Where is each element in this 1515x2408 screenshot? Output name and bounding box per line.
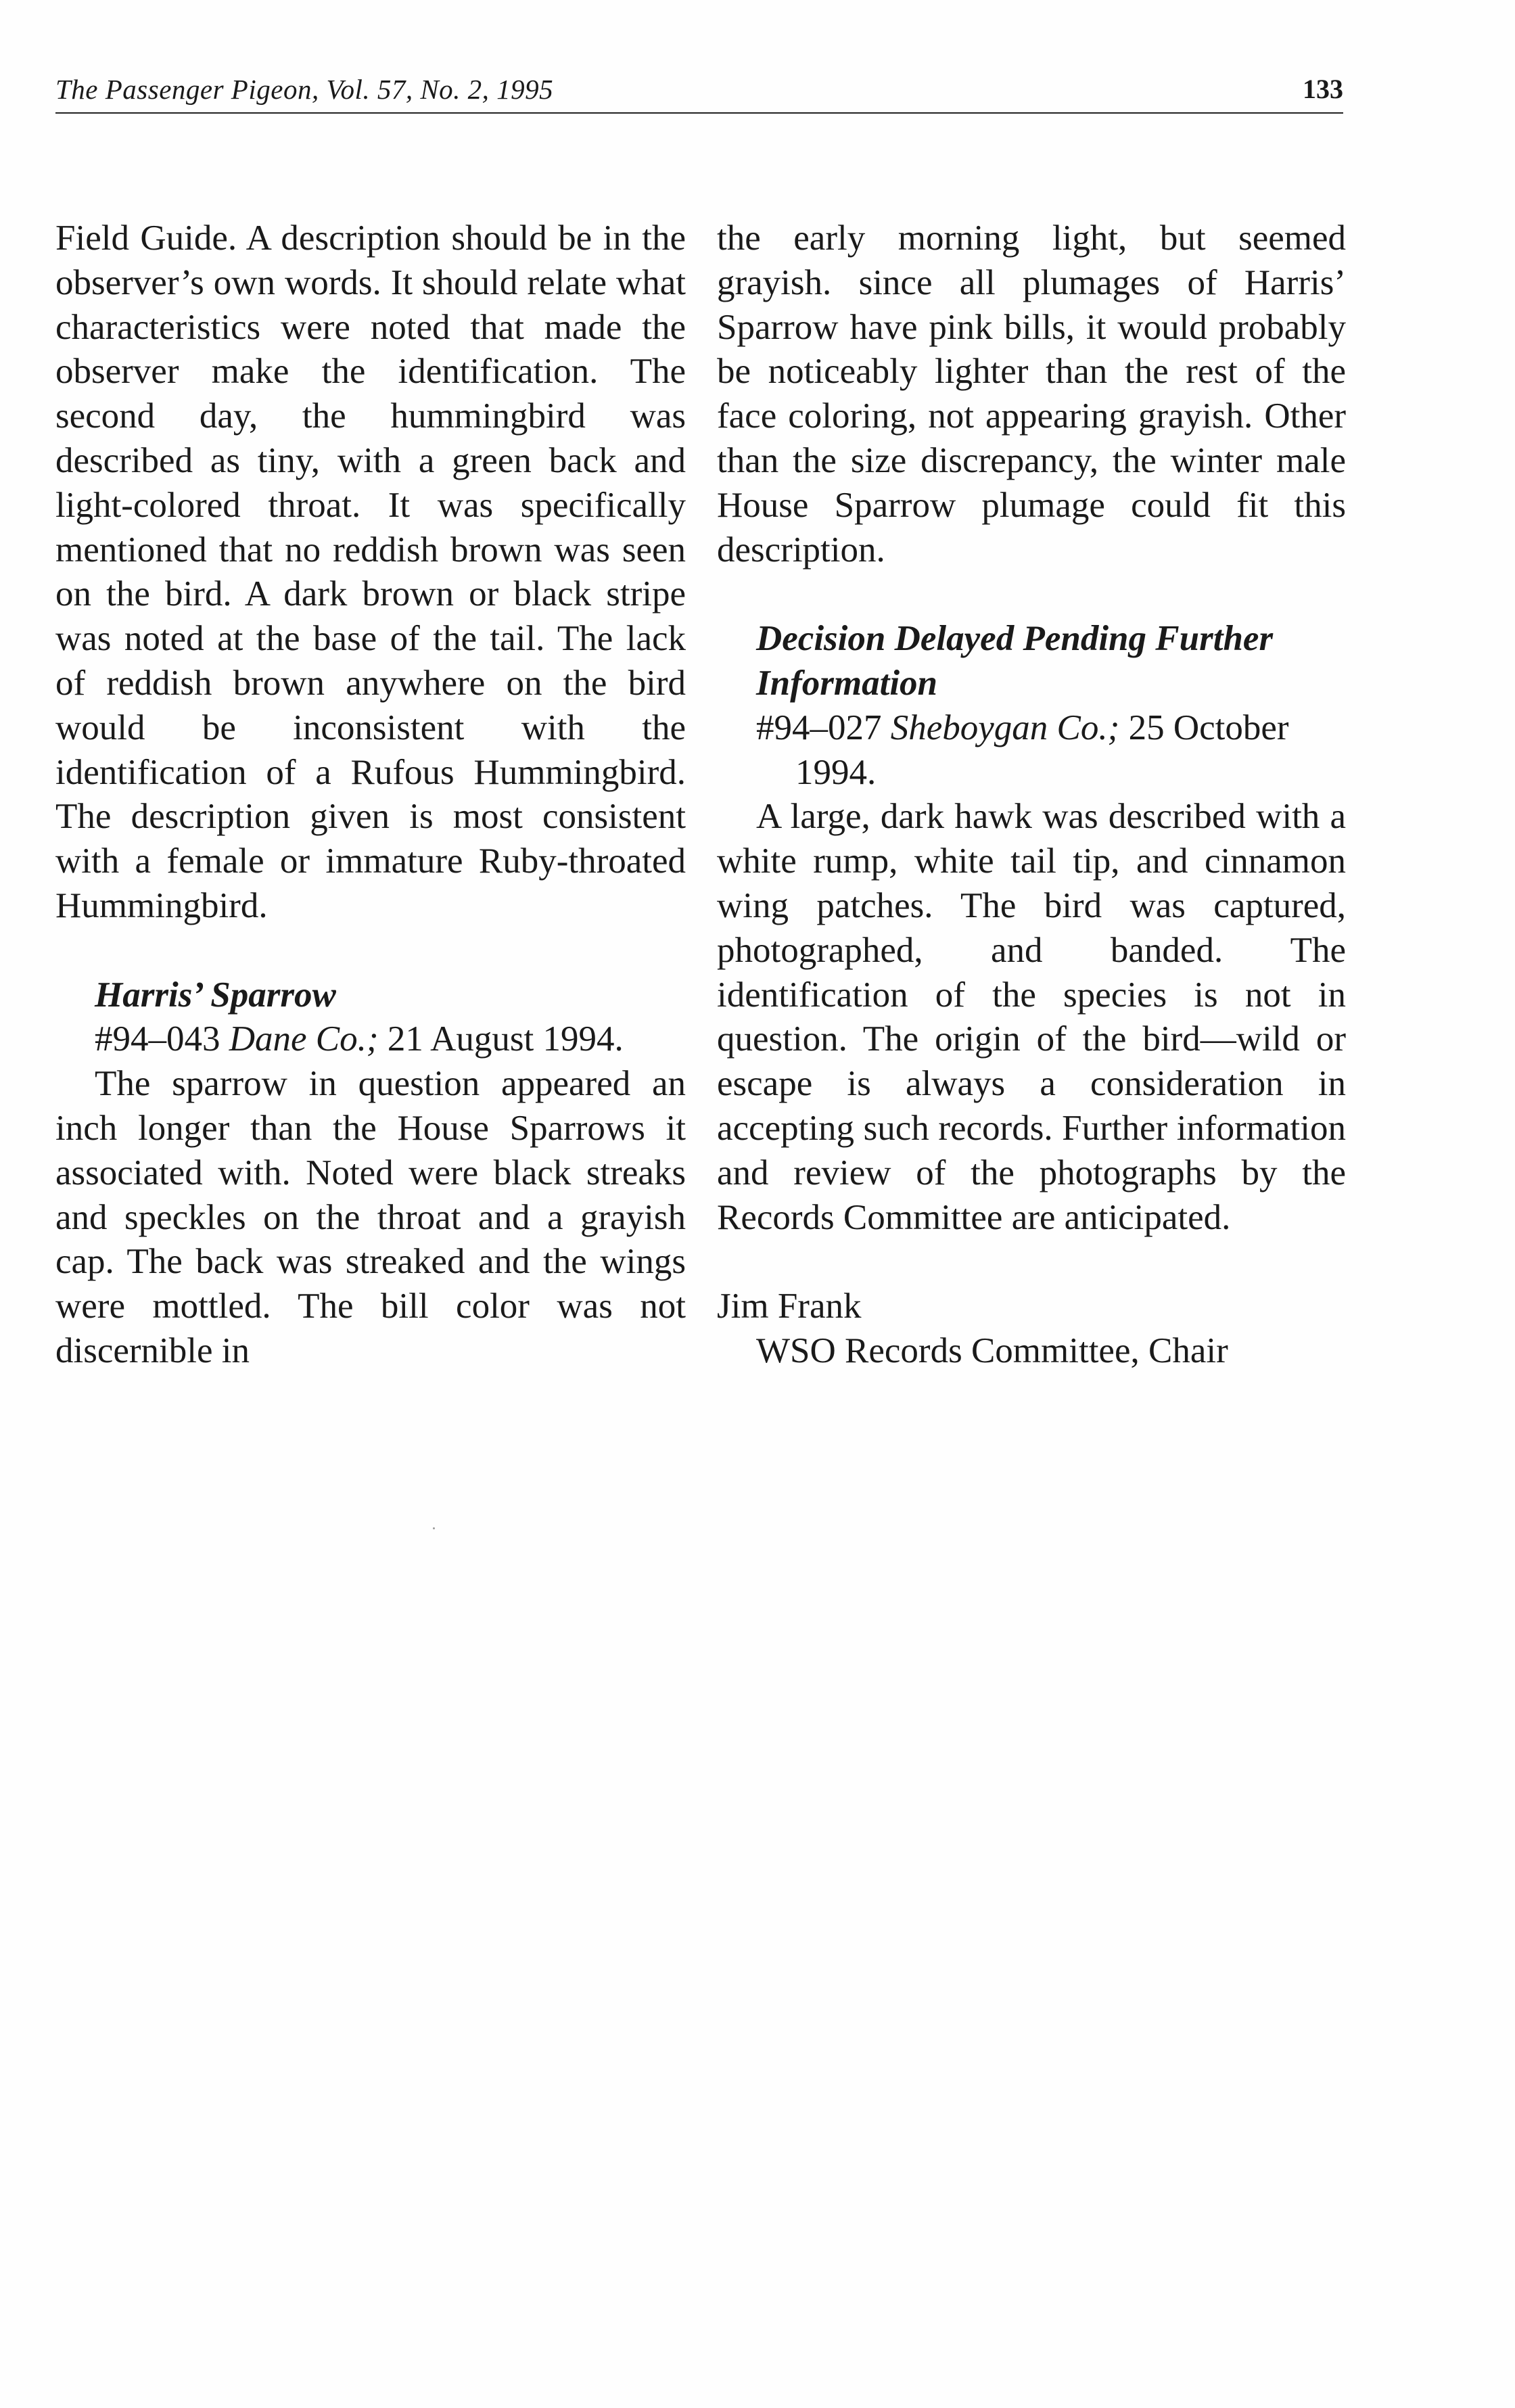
spacer [717,572,1346,617]
signature-title: WSO Records Committee, Chair [756,1330,1228,1370]
signature-name: Jim Frank [717,1287,862,1326]
spacer [55,929,686,973]
hawk-paragraph: A large, dark hawk was described with a white rump, white tail tip, and cinnamon wing patches. The bird was captured, photographed, and banded. The identification of the species is not in question. The origin of the bird—wild or escape is always a consideration in accepting such records. Further information and review of the photographs by the Records Committee are anticipated. [717,797,1346,1237]
sparrow-paragraph: The sparrow in question appeared an inch longer than the House Sparrows it associated with. Noted were black streaks and speckles on the throat and a grayish cap. The back was streaked and the wings were mottled. The bill color was not discernible in [55,1064,686,1370]
record-line [717,706,1346,795]
page-number: 133 [1303,74,1343,104]
record-date: 25 October 1994. [795,708,1289,792]
spacer [717,1240,1346,1284]
record-number: #94–027 [756,708,882,747]
scan-speck [433,1527,435,1529]
section-heading-decision-delayed: Decision Delayed Pending Further Information [756,619,1274,703]
record-county: Sheboygan Co.; [890,708,1120,747]
running-header [55,70,1343,114]
right-column [717,216,1346,1374]
left-column [55,216,686,1374]
record-line [55,1017,686,1062]
record-date: 21 August 1994. [387,1019,624,1059]
section-heading-harris-sparrow: Harris’ Sparrow [95,975,336,1015]
journal-citation: The Passenger Pigeon, Vol. 57, No. 2, 1995 [55,74,554,105]
continuation-paragraph: the early morning light, but seemed grayish. since all plumages of Harris’ Sparrow have pink bills, it would probably be noticeably lighter than the rest of the face coloring, not appearing grayish. Other than the size discrepancy, the winter male House Sparrow plumage could fit this description. [717,218,1346,570]
intro-paragraph: Field Guide. A description should be in the observer’s own words. It should relate what characteristics were noted that made the observer make the identification. The second day, the hummingbird was described as tiny, with a green back and light-colored throat. It was specifically mentioned that no reddish brown was seen on the bird. A dark brown or black stripe was noted at the base of the tail. The lack of reddish brown anywhere on the bird would be inconsistent with the identification of a Rufous Hummingbird. The description given is most consistent with a female or immature Ruby-throated Hummingbird. [55,218,686,925]
record-number: #94–043 [95,1019,220,1059]
record-county: Dane Co.; [229,1019,379,1059]
